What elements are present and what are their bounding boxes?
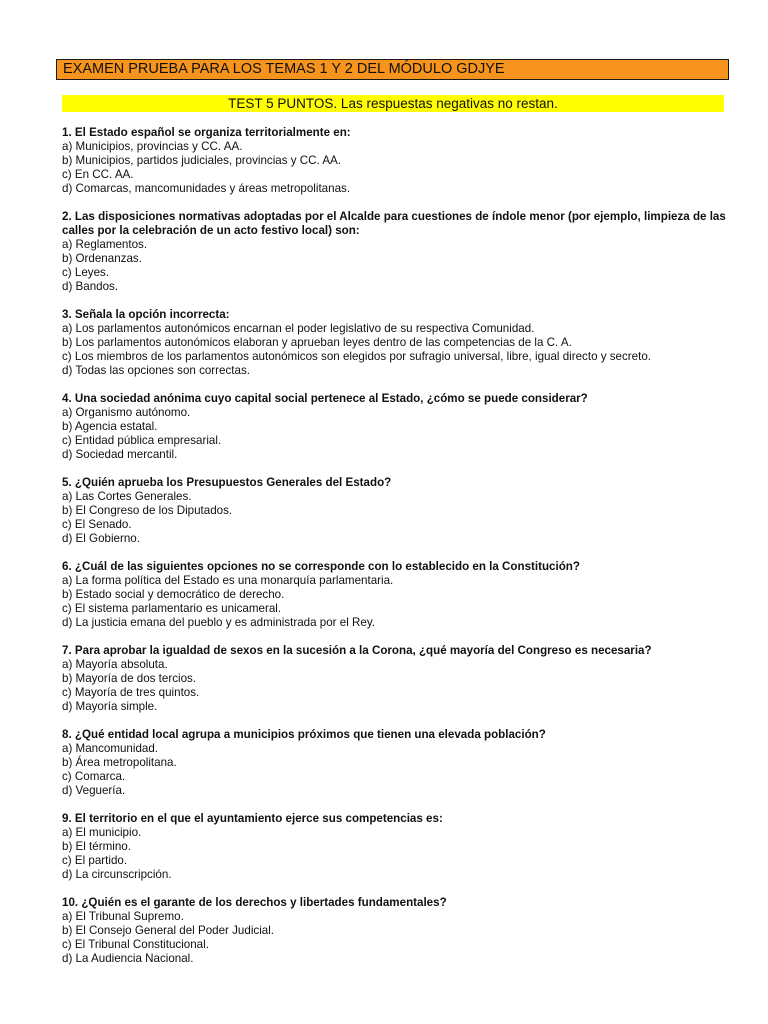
answer-option-c: c) El partido. — [62, 854, 128, 867]
answer-option-d: d) Sociedad mercantil. — [62, 448, 178, 461]
answer-option-c: c) Entidad pública empresarial. — [62, 434, 222, 447]
answer-option-b: b) Mayoría de dos tercios. — [62, 672, 197, 685]
question-6 — [62, 560, 742, 630]
answer-option-b: b) El Consejo General del Poder Judicial. — [62, 924, 275, 937]
answer-option-b: b) Municipios, partidos judiciales, provincias y CC. AA. — [62, 154, 342, 167]
question-2 — [62, 210, 742, 294]
answer-option-a: a) Municipios, provincias y CC. AA. — [62, 140, 243, 153]
question-3 — [62, 308, 742, 378]
question-text: 2. Las disposiciones normativas adoptadas por el Alcalde para cuestiones de índole menor (por ejemplo, limpieza de las calles por la celebración de un acto festivo local) son: — [62, 210, 726, 237]
answer-option-d: d) La justicia emana del pueblo y es administrada por el Rey. — [62, 616, 375, 629]
question-4 — [62, 392, 742, 462]
answer-option-a: a) El Tribunal Supremo. — [62, 910, 184, 923]
answer-option-a: a) Mayoría absoluta. — [62, 658, 168, 671]
question-text: 9. El territorio en el que el ayuntamiento ejerce sus competencias es: — [62, 812, 443, 825]
answer-option-a: a) Organismo autónomo. — [62, 406, 191, 419]
answer-option-d: d) Veguería. — [62, 784, 126, 797]
answer-option-c: c) Comarca. — [62, 770, 126, 783]
exam-title: EXAMEN PRUEBA PARA LOS TEMAS 1 Y 2 DEL MÓDULO GDJYE — [56, 59, 729, 80]
question-text: 3. Señala la opción incorrecta: — [62, 308, 230, 321]
answer-option-b: b) Estado social y democrático de derecho. — [62, 588, 285, 601]
question-text: 6. ¿Cuál de las siguientes opciones no se corresponde con lo establecido en la Constitución? — [62, 560, 580, 573]
answer-option-a: a) Mancomunidad. — [62, 742, 159, 755]
test-instructions: TEST 5 PUNTOS. Las respuestas negativas no restan. — [62, 95, 724, 112]
question-9 — [62, 812, 742, 882]
question-text: 10. ¿Quién es el garante de los derechos y libertades fundamentales? — [62, 896, 447, 909]
answer-option-a: a) Reglamentos. — [62, 238, 148, 251]
answer-option-c: c) Leyes. — [62, 266, 110, 279]
answer-option-d: d) Todas las opciones son correctas. — [62, 364, 250, 377]
answer-option-b: b) Área metropolitana. — [62, 756, 177, 769]
question-text: 4. Una sociedad anónima cuyo capital social pertenece al Estado, ¿cómo se puede considerar? — [62, 392, 588, 405]
answer-option-d: d) Mayoría simple. — [62, 700, 158, 713]
answer-option-d: d) La Audiencia Nacional. — [62, 952, 194, 965]
question-7 — [62, 644, 742, 714]
answer-option-b: b) Los parlamentos autonómicos elaboran y aprueban leyes dentro de las competencias de la C. A. — [62, 336, 572, 349]
question-10 — [62, 896, 742, 966]
answer-option-b: b) Ordenanzas. — [62, 252, 142, 265]
answer-option-c: c) El sistema parlamentario es unicameral. — [62, 602, 282, 615]
question-text: 1. El Estado español se organiza territorialmente en: — [62, 126, 351, 139]
answer-option-a: a) Las Cortes Generales. — [62, 490, 192, 503]
answer-option-c: c) El Tribunal Constitucional. — [62, 938, 209, 951]
answer-option-c: c) El Senado. — [62, 518, 132, 531]
answer-option-b: b) Agencia estatal. — [62, 420, 158, 433]
question-text: 7. Para aprobar la igualdad de sexos en la sucesión a la Corona, ¿qué mayoría del Congreso es necesaria? — [62, 644, 652, 657]
question-5 — [62, 476, 742, 546]
answer-option-c: c) En CC. AA. — [62, 168, 134, 181]
answer-option-b: b) El Congreso de los Diputados. — [62, 504, 233, 517]
question-text: 5. ¿Quién aprueba los Presupuestos Generales del Estado? — [62, 476, 392, 489]
answer-option-c: c) Los miembros de los parlamentos autonómicos son elegidos por sufragio universal, libre, igual directo y secreto. — [62, 350, 651, 363]
question-1 — [62, 126, 742, 196]
question-text: 8. ¿Qué entidad local agrupa a municipios próximos que tienen una elevada población? — [62, 728, 546, 741]
answer-option-b: b) El término. — [62, 840, 131, 853]
answer-option-a: a) El municipio. — [62, 826, 142, 839]
question-list — [62, 126, 742, 980]
answer-option-d: d) El Gobierno. — [62, 532, 140, 545]
answer-option-a: a) Los parlamentos autonómicos encarnan el poder legislativo de su respectiva Comunidad. — [62, 322, 535, 335]
answer-option-d: d) Bandos. — [62, 280, 119, 293]
answer-option-a: a) La forma política del Estado es una monarquía parlamentaria. — [62, 574, 394, 587]
question-8 — [62, 728, 742, 798]
answer-option-d: d) La circunscripción. — [62, 868, 172, 881]
answer-option-c: c) Mayoría de tres quintos. — [62, 686, 200, 699]
answer-option-d: d) Comarcas, mancomunidades y áreas metropolitanas. — [62, 182, 351, 195]
